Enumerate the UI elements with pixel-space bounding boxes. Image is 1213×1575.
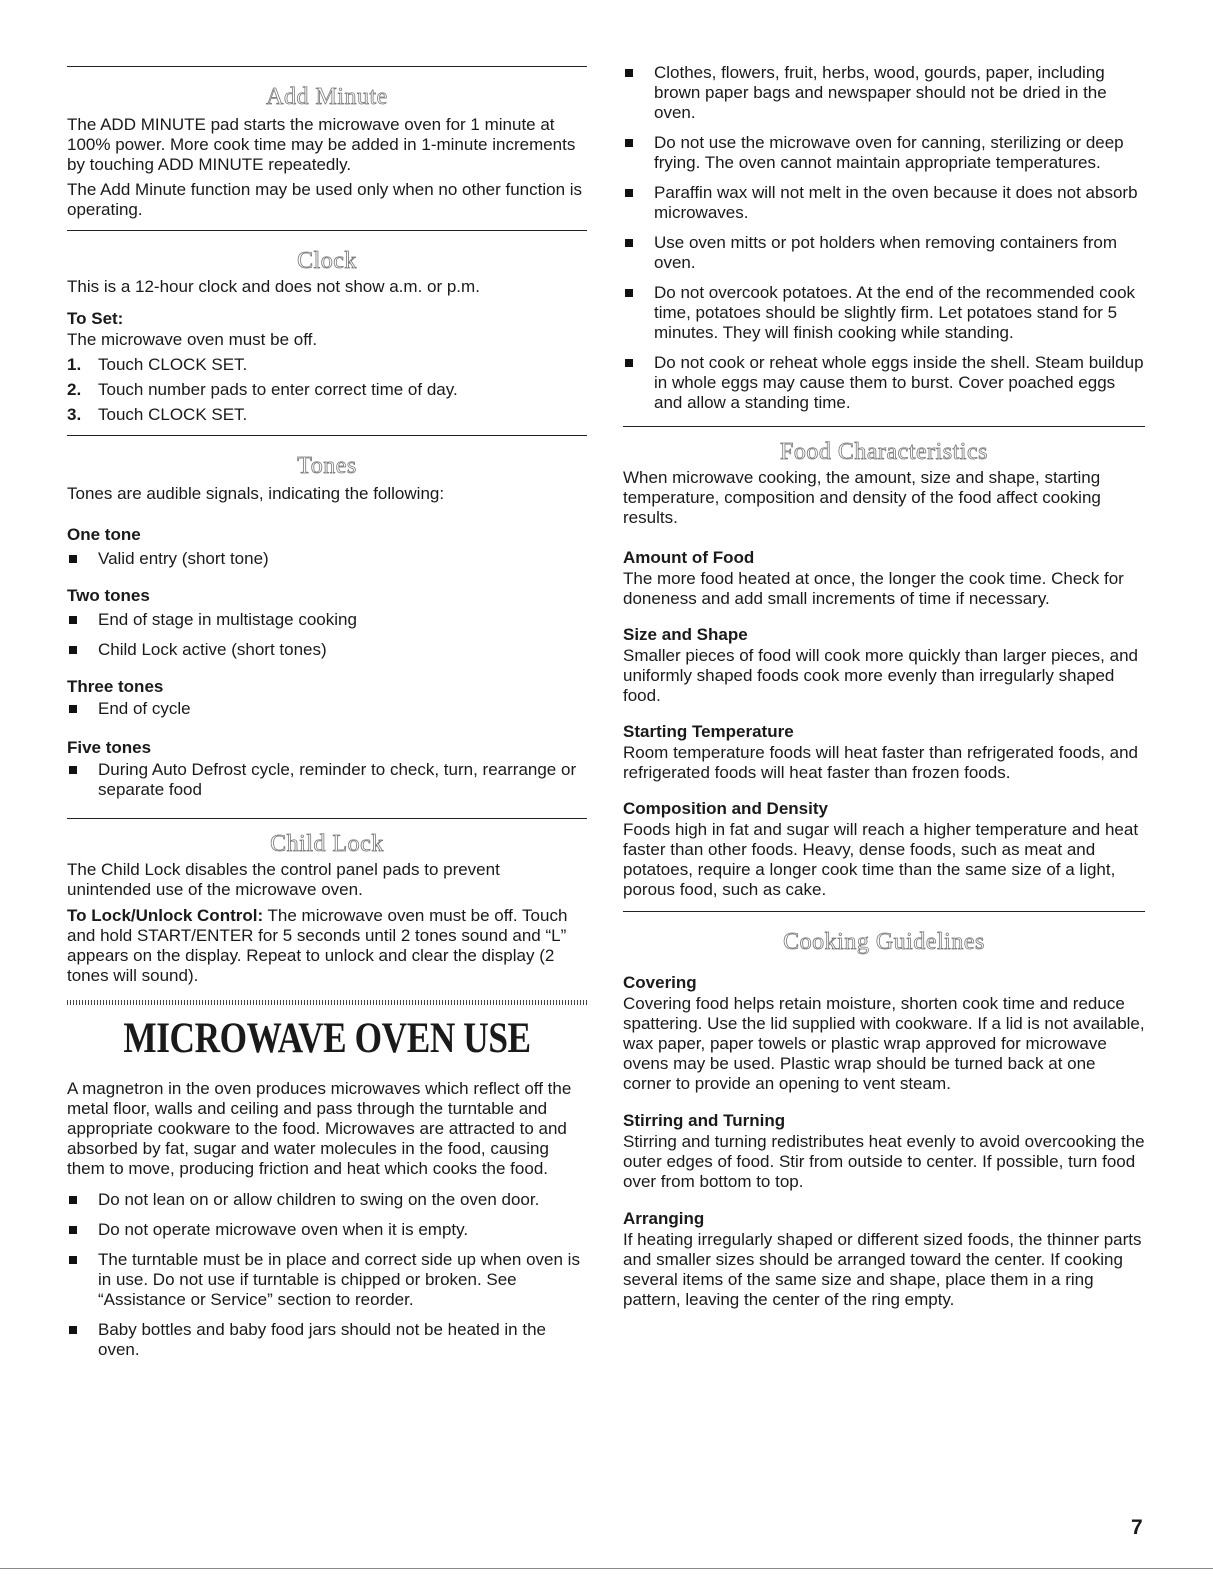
bullet-square-icon [67, 1190, 98, 1210]
food-paragraph: The more food heated at once, the longer the cook time. Check for doneness and add small increments of time if necessary. [623, 569, 1124, 608]
guideline-paragraph: If heating irregularly shaped or different sized foods, the thinner parts and smaller sizes should be arranged toward the center. If cooking several items of the same size and shape, place them in a ring pattern, leaving the center of the ring empty. [623, 1230, 1142, 1309]
list-item-text: Use oven mitts or pot holders when removing containers from oven. [654, 233, 1117, 272]
bullet-square-icon [67, 640, 98, 660]
clock-title: Clock [297, 248, 357, 274]
left-column [67, 0, 587, 1360]
tones-intro: Tones are audible signals, indicating the following: [67, 484, 445, 503]
tone-group-heading: Three tones [67, 677, 164, 696]
to-set-heading: To Set: [67, 309, 124, 328]
bullet-square-icon [67, 699, 98, 719]
child-lock-instructions [67, 906, 587, 986]
step-number: 1. [67, 355, 82, 374]
bullet-square-icon [623, 133, 654, 173]
add-minute-paragraph: The ADD MINUTE pad starts the microwave oven for 1 minute at 100% power. More cook time may be added in 1-minute increments by touching ADD MINUTE repeatedly. [67, 115, 576, 174]
list-item [67, 1190, 587, 1210]
lock-unlock-text: The microwave oven must be off. Touch and hold START/ENTER for 5 seconds until 2 tones sound and “L” appears on the display. Repeat to unlock and clear the display (2 tones will sound). [67, 906, 568, 985]
step-item [67, 405, 587, 425]
list-item [67, 1250, 587, 1310]
section-divider [67, 66, 587, 67]
list-item [67, 699, 587, 719]
list-item [67, 549, 587, 569]
guideline-subheading: Stirring and Turning [623, 1111, 786, 1130]
list-item [623, 283, 1145, 343]
list-item-text: Clothes, flowers, fruit, herbs, wood, gourds, paper, including brown paper bags and newspaper should not be dried in the oven. [654, 63, 1107, 122]
bullet-square-icon [623, 183, 654, 223]
bullet-square-icon [67, 549, 98, 569]
food-subheading: Composition and Density [623, 799, 828, 818]
tone-group-heading: One tone [67, 525, 141, 544]
right-column [623, 0, 1145, 1310]
list-item [67, 1320, 587, 1360]
microwave-use-bullets-continued [623, 63, 1145, 413]
list-item [623, 63, 1145, 123]
list-item-text: End of stage in multistage cooking [98, 610, 357, 629]
list-item-text: Do not operate microwave oven when it is empty. [98, 1220, 469, 1239]
clock-steps [67, 355, 587, 425]
food-characteristics-title: Food Characteristics [780, 439, 988, 465]
tone-group-heading: Five tones [67, 738, 152, 757]
bullet-square-icon [67, 1250, 98, 1310]
food-paragraph: Room temperature foods will heat faster than refrigerated foods, and refrigerated foods will heat faster than frozen foods. [623, 743, 1139, 782]
list-item-text: Do not overcook potatoes. At the end of the recommended cook time, potatoes should be slightly firm. Let potatoes stand for 5 minutes. They will finish cooking while standing. [654, 283, 1136, 342]
add-minute-paragraph: The Add Minute function may be used only when no other function is operating. [67, 180, 583, 219]
step-number: 2. [67, 380, 82, 399]
list-item [67, 640, 587, 660]
list-item-text: End of cycle [98, 699, 191, 718]
list-item-text: During Auto Defrost cycle, reminder to check, turn, rearrange or separate food [98, 760, 577, 799]
list-item-text: Baby bottles and baby food jars should not be heated in the oven. [98, 1320, 546, 1359]
section-divider [623, 426, 1145, 427]
bullet-square-icon [623, 353, 654, 413]
food-subheading: Starting Temperature [623, 722, 794, 741]
bullet-square-icon [623, 233, 654, 273]
list-item-text: Do not cook or reheat whole eggs inside the shell. Steam buildup in whole eggs may cause them to burst. Cover poached eggs and allow a standing time. [654, 353, 1144, 412]
list-item-text: Paraffin wax will not melt in the oven because it does not absorb microwaves. [654, 183, 1138, 222]
cooking-guidelines-title: Cooking Guidelines [783, 929, 985, 955]
section-divider [67, 435, 587, 436]
to-set-intro: The microwave oven must be off. [67, 330, 318, 349]
step-text: Touch CLOCK SET. [98, 405, 248, 424]
bullet-square-icon [623, 283, 654, 343]
child-lock-title: Child Lock [270, 831, 384, 857]
list-item [623, 353, 1145, 413]
step-item [67, 355, 587, 375]
bullet-square-icon [67, 610, 98, 630]
microwave-use-title: MICROWAVE OVEN USE [123, 1015, 531, 1062]
tone-group-heading: Two tones [67, 586, 150, 605]
step-number: 3. [67, 405, 82, 424]
microwave-use-intro: A magnetron in the oven produces microwaves which reflect off the metal floor, walls and ceiling and pass through the turntable and appropriate cookware to the food. Microwaves are attracted to and absorbed by fat, sugar and water molecules in the food, causing them to move, producing friction and heat which cooks the food. [67, 1079, 572, 1178]
bottom-border [0, 1568, 1213, 1569]
section-divider [67, 230, 587, 231]
step-text: Touch number pads to enter correct time of day. [98, 380, 458, 399]
list-item-text: Do not use the microwave oven for canning, sterilizing or deep frying. The oven cannot maintain appropriate temperatures. [654, 133, 1124, 172]
list-item [67, 760, 587, 800]
food-paragraph: Smaller pieces of food will cook more quickly than larger pieces, and uniformly shaped foods cook more evenly than irregularly shaped food. [623, 646, 1138, 705]
guideline-subheading: Arranging [623, 1209, 705, 1228]
food-subheading: Amount of Food [623, 548, 755, 567]
guideline-paragraph: Stirring and turning redistributes heat evenly to avoid overcooking the outer edges of food. Stir from outside to center. If possible, turn food over from bottom to top. [623, 1132, 1145, 1191]
food-characteristics-intro: When microwave cooking, the amount, size and shape, starting temperature, composition and density of the food affect cooking results. [623, 468, 1101, 527]
bullet-square-icon [67, 1320, 98, 1360]
list-item-text: The turntable must be in place and correct side up when oven is in use. Do not use if turntable is chipped or broken. See “Assistance or Service” section to reorder. [98, 1250, 580, 1309]
bullet-square-icon [623, 63, 654, 123]
list-item [67, 610, 587, 630]
lock-unlock-label: To Lock/Unlock Control: [67, 906, 264, 925]
food-paragraph: Foods high in fat and sugar will reach a higher temperature and heat faster than other foods. Heavy, dense foods, such as meat and potatoes, require a longer cook time than the same size of a light, porous food, such as cake. [623, 820, 1139, 899]
step-text: Touch CLOCK SET. [98, 355, 248, 374]
list-item [67, 1220, 587, 1240]
add-minute-title: Add Minute [266, 84, 388, 110]
list-item-text: Child Lock active (short tones) [98, 640, 327, 659]
list-item-text: Valid entry (short tone) [98, 549, 269, 568]
page-number: 7 [1131, 1516, 1143, 1539]
guideline-paragraph: Covering food helps retain moisture, shorten cook time and reduce spattering. Use the lid supplied with cookware. If a lid is not available, wax paper, paper towels or plastic wrap approved for microwave ovens may be used. Plastic wrap should be turned back at one corner to provide an opening to vent steam. [623, 994, 1145, 1093]
step-item [67, 380, 587, 400]
food-subheading: Size and Shape [623, 625, 748, 644]
list-item [623, 233, 1145, 273]
list-item [623, 133, 1145, 173]
section-divider [623, 911, 1145, 912]
section-divider [67, 818, 587, 819]
clock-intro: This is a 12-hour clock and does not show a.m. or p.m. [67, 277, 480, 296]
tones-title: Tones [297, 453, 357, 479]
child-lock-paragraph: The Child Lock disables the control panel pads to prevent unintended use of the microwave oven. [67, 860, 500, 899]
list-item [623, 183, 1145, 223]
guideline-subheading: Covering [623, 973, 697, 992]
bullet-square-icon [67, 760, 98, 800]
bullet-square-icon [67, 1220, 98, 1240]
list-item-text: Do not lean on or allow children to swing on the oven door. [98, 1190, 540, 1209]
hatched-divider [67, 1000, 587, 1005]
